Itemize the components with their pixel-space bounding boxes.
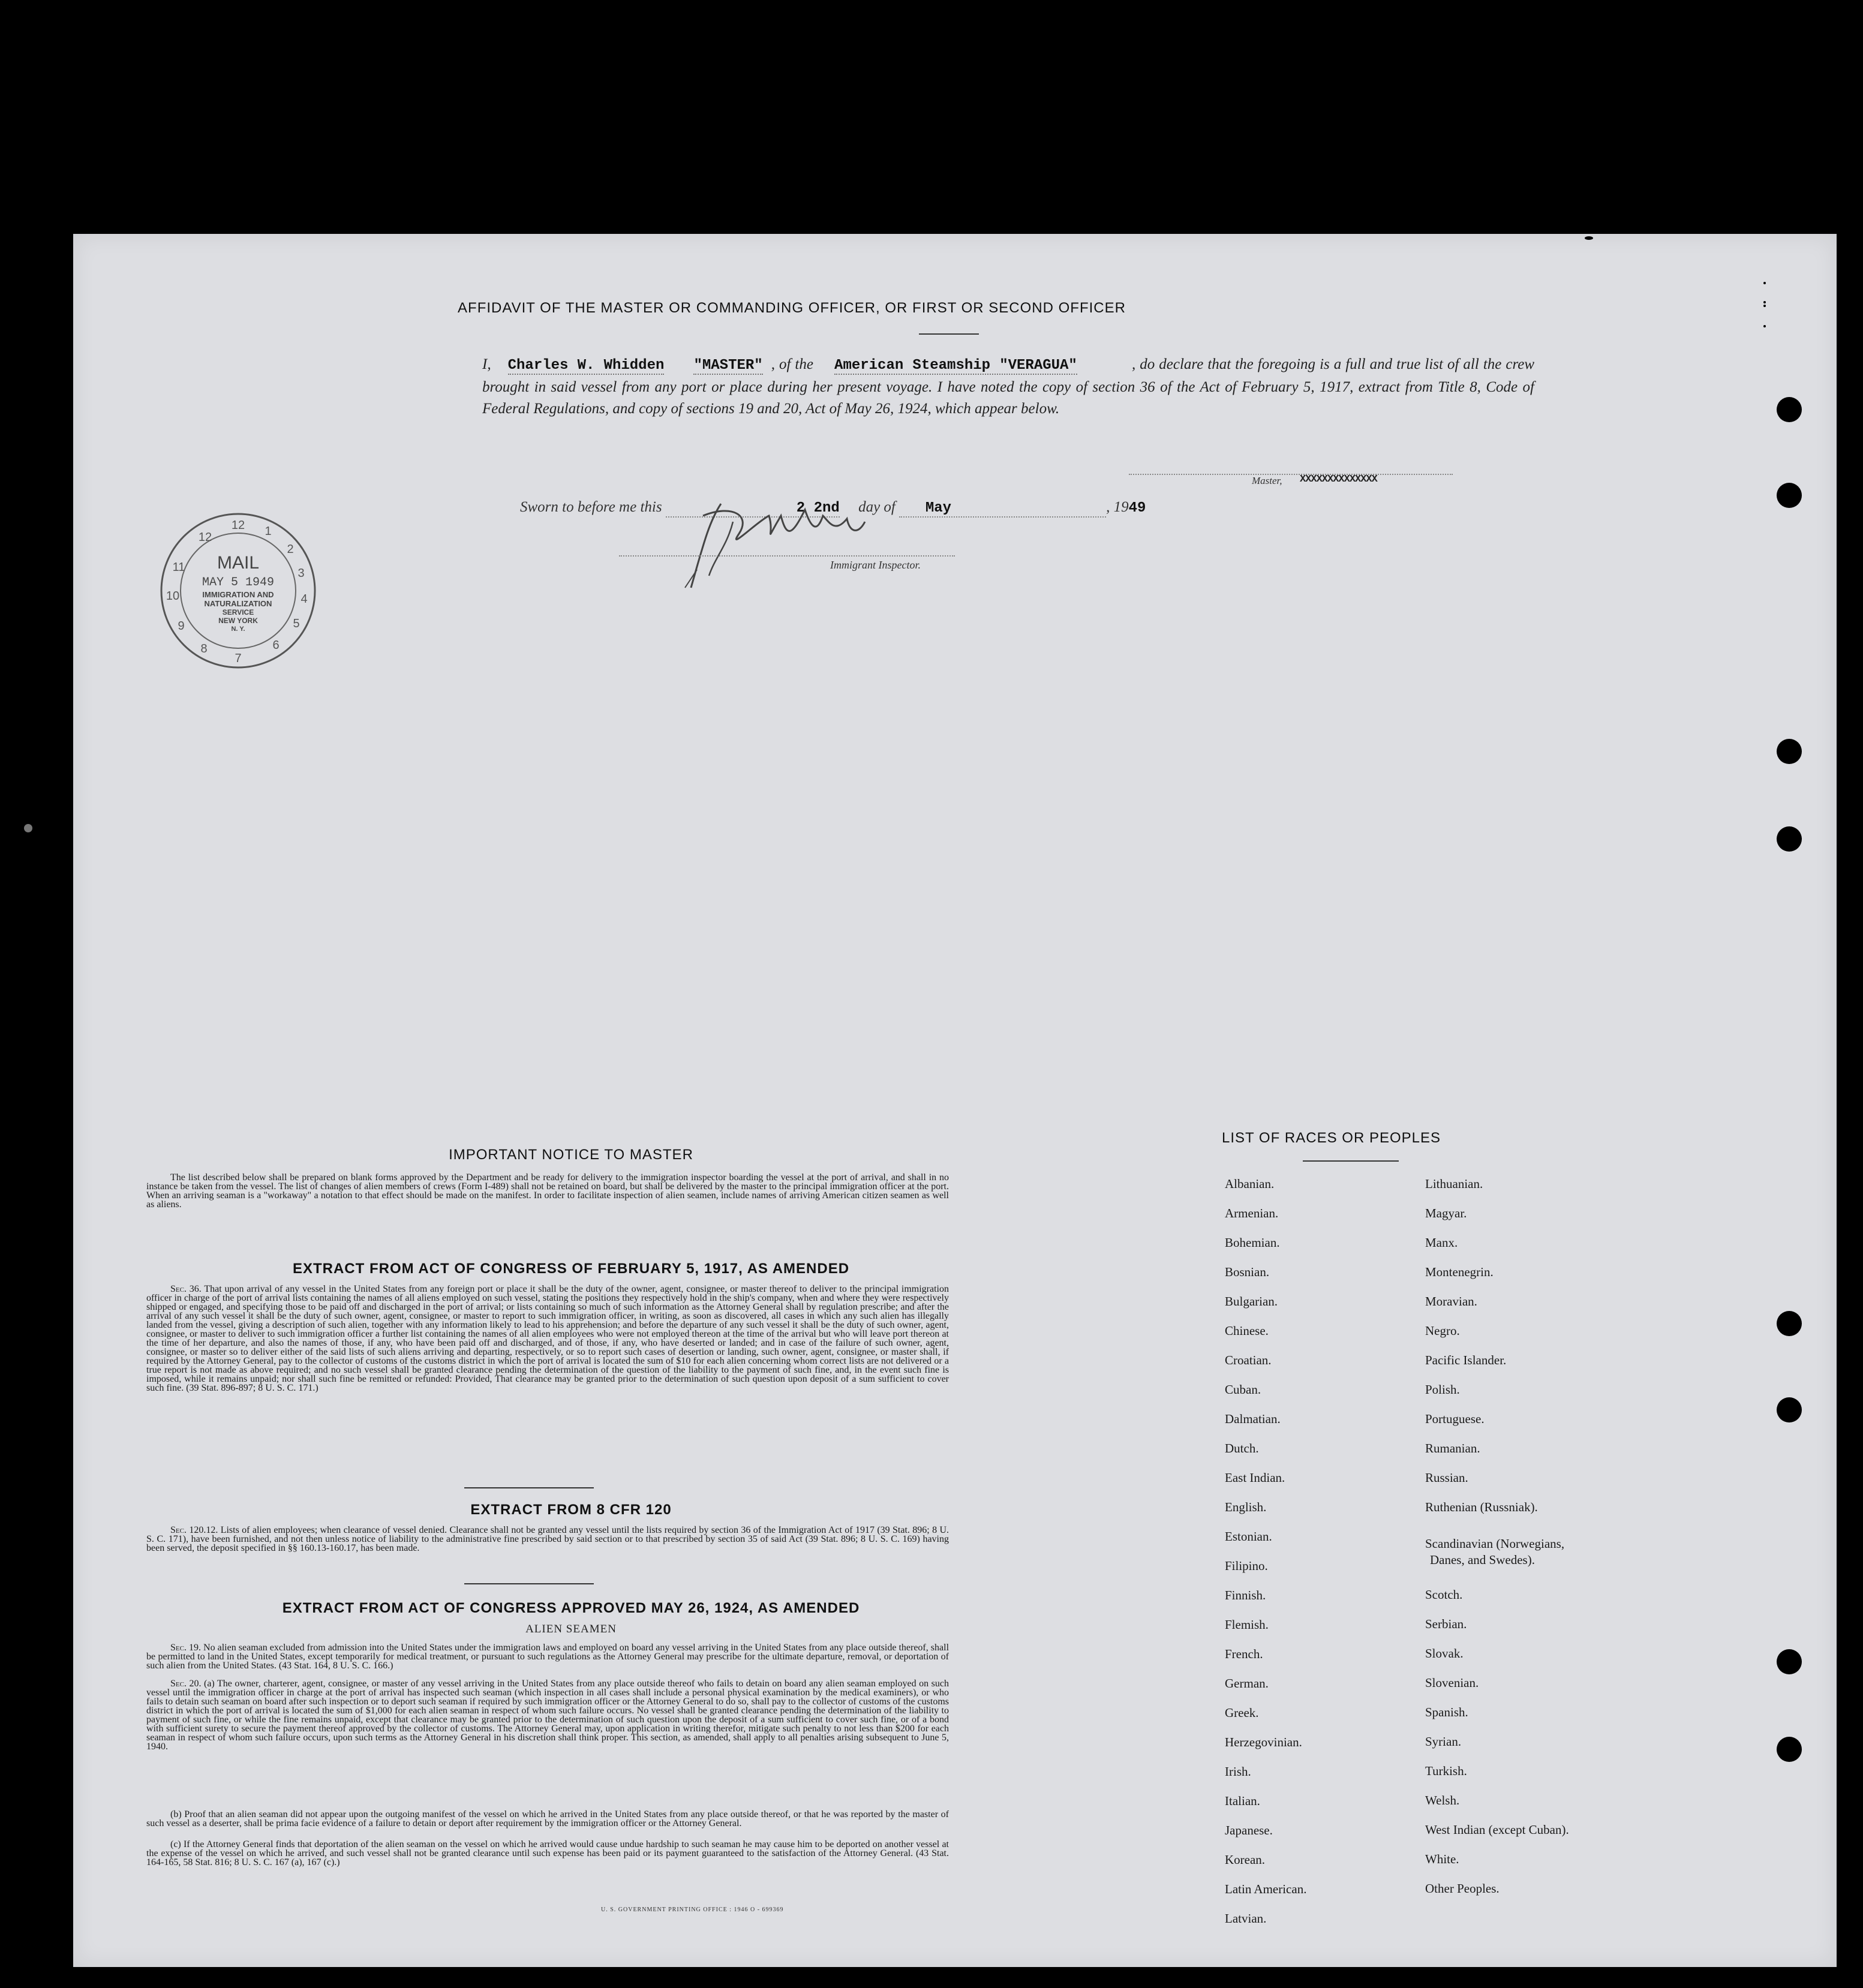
scan-speck: [1763, 301, 1766, 303]
extract3-sec20c: (c) If the Attorney General finds that deportation of the alien seaman on the vessel on which he arrived would cause undue hardship to such seaman he may cause him to be deported on another vessel at the expense of the vessel on which he arrived, and such vessel shall not be granted clearance until such expense has been paid or its payment guaranteed to the satisfaction of the Attorney General. (43 Stat. 164-165, 58 Stat. 816; 8 U. S. C. 167 (a), 167 (c).): [146, 1839, 949, 1867]
extract1-sec: Sec. 36.: [170, 1284, 202, 1294]
extract3-sec20-label: Sec. 20.: [170, 1679, 202, 1689]
race-item: Danes, and Swedes).: [1430, 1553, 1535, 1567]
stamp-line4: NATURALIZATION: [204, 599, 272, 608]
declaration-of-the: , of the: [771, 356, 813, 372]
section-rule: [464, 1583, 594, 1584]
printing-office-footer: U. S. GOVERNMENT PRINTING OFFICE : 1946 O - 699369: [601, 1906, 784, 1913]
race-item: Dutch.: [1225, 1441, 1259, 1455]
punch-hole: [1777, 397, 1802, 422]
race-item: German.: [1225, 1676, 1269, 1691]
title-rule: [919, 333, 979, 335]
sworn-month: May: [925, 500, 952, 516]
extract3-sec20a: [146, 1679, 949, 1751]
extract2-title: EXTRACT FROM 8 CFR 120: [470, 1502, 672, 1518]
svg-text:7: 7: [235, 652, 242, 665]
race-item: Scotch.: [1425, 1587, 1463, 1602]
declaration-do-declare: , do declare: [1131, 356, 1204, 372]
declaration-body: that the foregoing is a full and true list of all the crew brought in said vessel from any port or place during her present voyage. I have noted the copy of section 36 of the Act of February 5, 1917, extract from Title 8, Code of Federal Regulations, and copy of sections 19 and 20, Act of May 26, 1924, which appear below.: [482, 356, 1535, 417]
race-item: Latin American.: [1225, 1882, 1307, 1896]
vessel-name: American Steamship "VERAGUA": [834, 357, 1077, 374]
master-name: Charles W. Whidden: [507, 357, 665, 374]
extract3-sec20b: (b) Proof that an alien seaman did not appear upon the outgoing manifest of the vessel on which he arrived in the United States from any place outside thereof, or that he was reported by the master of such vessel as a deserter, shall be prima facie evidence of a failure to detain or deport after requirement by the immigration officer or the Attorney General.: [146, 1809, 949, 1828]
race-item: Cuban.: [1225, 1382, 1261, 1397]
race-item: Moravian.: [1425, 1294, 1477, 1309]
svg-text:10: 10: [166, 590, 180, 603]
affidavit-title: AFFIDAVIT OF THE MASTER OR COMMANDING OFFICER, OR FIRST OR SECOND OFFICER: [458, 300, 1126, 316]
declaration-i: I,: [482, 356, 491, 372]
punch-hole: [1777, 826, 1802, 852]
race-item: English.: [1225, 1500, 1267, 1514]
stamp-line1: MAIL: [217, 553, 260, 573]
scan-speck: [1763, 325, 1766, 327]
extract2-text: Lists of alien employees; when clearance of vessel denied. Clearance shall not be granted any vessel until the lists required by section 36 of the Immigration Act of 1917 (39 Stat. 896; 8 U. S. C. 171), have been furnished, and not then unless notice of liability to the administrative fine prescribed by said section or to that prescribed by section 35 of said Act (39 Stat. 896; 8 U. S. C. 169) having been served, the deposit specified in §§ 160.13-160.17, has been made.: [146, 1525, 949, 1553]
notice-text: The list described below shall be prepared on blank forms approved by the Department and be ready for delivery to the immigration inspector boarding the vessel at the port of arrival, and shall in no instance be taken from the vessel. The list of changes of alien members of crews (Form I-489) shall not be retained on board, but shall be delivered by the master to the principal immigration officer at the port. When an arriving seaman is a "workaway" a notation to that effect should be made on the manifest. In order to facilitate inspection of alien seamen, include names of arriving American citizen seamen as well as aliens.: [146, 1172, 949, 1210]
master-signature-line: [1129, 474, 1453, 475]
race-item: Croatian.: [1225, 1353, 1272, 1367]
race-item: Slovenian.: [1425, 1676, 1479, 1690]
sworn-year-prefix: , 19: [1106, 499, 1129, 515]
sworn-year: 49: [1128, 500, 1146, 516]
race-item: Armenian.: [1225, 1206, 1279, 1220]
race-item: Japanese.: [1225, 1823, 1273, 1837]
sworn-prefix: Sworn to before me this: [520, 499, 662, 515]
punch-hole: [1777, 1649, 1802, 1674]
race-item: Spanish.: [1425, 1705, 1468, 1719]
race-item: Magyar.: [1425, 1206, 1467, 1220]
punch-hole: [1777, 483, 1802, 508]
scan-speck: [1763, 282, 1766, 284]
race-item: Bohemian.: [1225, 1235, 1280, 1250]
race-item: Italian.: [1225, 1794, 1260, 1808]
extract3-subtitle: ALIEN SEAMEN: [525, 1623, 617, 1635]
races-title: LIST OF RACES OR PEOPLES: [1222, 1130, 1441, 1146]
race-item: Latvian.: [1225, 1911, 1267, 1926]
race-item: Manx.: [1425, 1235, 1458, 1250]
race-item: Polish.: [1425, 1382, 1460, 1397]
inspector-signature: [667, 498, 919, 594]
svg-text:12: 12: [231, 519, 245, 532]
sworn-day: 2 2nd: [796, 500, 840, 516]
extract2-sec: Sec. 120.12.: [170, 1525, 218, 1535]
sworn-day-of: day of: [858, 499, 896, 515]
race-item: Portuguese.: [1425, 1412, 1485, 1426]
extract3-sec19-text: No alien seaman excluded from admission into the United States under the immigration laws and employed on board any vessel arriving in the United States from any place outside thereof, shall be permitted to land in the United States, except temporarily for medical treatment, or pursuant to such regulations as the Attorney General may prescribe for the ultimate departure, removal, or deportation of such alien from the United States. (43 Stat. 164, 8 U. S. C. 166.): [146, 1643, 949, 1671]
svg-text:9: 9: [178, 619, 185, 633]
race-item: Korean.: [1225, 1852, 1266, 1867]
svg-text:2: 2: [287, 543, 294, 556]
race-item: French.: [1225, 1647, 1263, 1661]
race-item: Montenegrin.: [1425, 1265, 1494, 1279]
svg-text:6: 6: [272, 639, 280, 652]
race-item: Serbian.: [1425, 1617, 1467, 1631]
extract3-title: EXTRACT FROM ACT OF CONGRESS APPROVED MAY 26, 1924, AS AMENDED: [282, 1600, 860, 1616]
svg-text:12: 12: [198, 531, 212, 544]
stamp-line3: IMMIGRATION AND: [202, 590, 274, 599]
svg-text:4: 4: [301, 593, 308, 606]
inspector-signature-line: [619, 555, 955, 557]
punch-hole: [1777, 1397, 1802, 1422]
race-item: Dalmatian.: [1225, 1412, 1281, 1426]
race-item: Slovak.: [1425, 1646, 1464, 1661]
race-item: Bulgarian.: [1225, 1294, 1278, 1309]
scan-speck: [1763, 305, 1766, 307]
margin-speck: [24, 824, 32, 832]
extract1-text: That upon arrival of any vessel in the United States from any foreign port or place it shall be the duty of the owner, agent, consignee, or master thereof to deliver to the principal immigration officer in charge of the port of arrival lists containing the names of all aliens employed on such vessel, stating the positions they respectively hold in the ship's company, when and where they were respectively shipped or engaged, and specifying those to be paid off and discharged in the port of arrival; or lists containing so much of such information as the Attorney General shall by regulation prescribe; and after the arrival of any such vessel it shall be the duty of such owner, agent, consignee, or master to report to such immigration officer, in writing, as soon as discovered, all cases in which any such alien has illegally landed from the vessel, giving a description of such alien, together with any information likely to lead to his apprehension; and before the departure of any such vessel it shall be the duty of such owner, agent, consignee, or master to deliver to such immigration officer a further list containing the names of all alien employees who were not employed thereon at the time of the arrival but who will leave port thereon at the time of her departure, and also the names of those, if any, who have been paid off and discharged, and of those, if any, who have deserted or landed; and in case of the failure of such owner, agent, consignee, or master so to deliver either of the said lists of such aliens arriving and departing, respectively, or so to report such cases of desertion or landing, such owner, agent, consignee, or master shall, if required by the Attorney General, pay to the collector of customs of the customs district in which the port of arrival is located the sum of $10 for each alien concerning whom correct lists are not delivered or a true report is not made as above required; and no such vessel shall be granted clearance pending the determination of the question of the liability to the payment of such fine, and, in the event such fine is imposed, while it remains unpaid; nor shall such fine be remitted or refunded: Provided, That clearance may be granted prior to the determination of such question upon deposit of a sum sufficient to cover such fine. (39 Stat. 896-897; 8 U. S. C. 171.): [146, 1284, 949, 1393]
svg-text:8: 8: [200, 642, 208, 655]
section-rule: [464, 1487, 594, 1488]
race-item: Chinese.: [1225, 1324, 1269, 1338]
stamp-line2: MAY 5 1949: [202, 576, 275, 590]
punch-hole: [1777, 1737, 1802, 1762]
stamp-line5: SERVICE: [222, 608, 254, 616]
stamp-line7: N. Y.: [231, 625, 245, 633]
affidavit-declaration: [482, 354, 1534, 420]
races-title-rule: [1303, 1160, 1399, 1162]
extract3-sec19: [146, 1643, 949, 1670]
extract1-body: [146, 1285, 949, 1392]
mail-received-stamp: [157, 510, 319, 672]
race-item: Scandinavian (Norwegians,: [1425, 1536, 1565, 1551]
race-item: Filipino.: [1225, 1559, 1268, 1573]
extract3-sec19-label: Sec. 19.: [170, 1643, 201, 1653]
race-item: Lithuanian.: [1425, 1177, 1483, 1191]
race-item: Pacific Islander.: [1425, 1353, 1507, 1367]
race-item: Irish.: [1225, 1764, 1251, 1779]
scan-speck: [53, 510, 55, 512]
race-item: Rumanian.: [1425, 1441, 1480, 1455]
notice-title: IMPORTANT NOTICE TO MASTER: [449, 1147, 693, 1163]
race-item: Negro.: [1425, 1324, 1460, 1338]
race-item: Finnish.: [1225, 1588, 1266, 1602]
extract2-body: [146, 1526, 949, 1553]
document-page: [73, 234, 1837, 1967]
punch-hole: [1777, 1311, 1802, 1336]
race-item: Bosnian.: [1225, 1265, 1270, 1279]
race-item: Albanian.: [1225, 1177, 1275, 1191]
svg-text:11: 11: [172, 561, 185, 574]
race-item: Other Peoples.: [1425, 1881, 1500, 1896]
svg-text:5: 5: [293, 617, 300, 630]
stamp-line6: NEW YORK: [218, 616, 258, 625]
extract1-title: EXTRACT FROM ACT OF CONGRESS OF FEBRUARY 5, 1917, AS AMENDED: [292, 1261, 850, 1277]
extract3-sec20a-text: (a) The owner, charterer, agent, consignee, or master of any vessel arriving in the United States from any place outside thereof who fails to detain on board any alien seaman employed on such vessel until the immigration officer in charge at the port of arrival has inspected such seaman (which inspection in all cases shall include a personal physical examination by the medical examiners), or who fails to detain such seaman on board after such inspection or to deport such seaman if required by such immigration officer or the Attorney General to do so, shall pay to the collector of customs of the customs district in which the port of arrival is located the sum of $1,000 for each alien seaman in respect of whom such failure occurs. No vessel shall be granted clearance pending the determination of the liability to payment of such fine, or while the fine remains unpaid, except that clearance may be granted prior to the determination of such question upon the deposit of a sum sufficient to cover such fine, or of a bond with sufficient surety to secure the payment thereof approved by the collector of customs. The Attorney General may, upon application in writing therefor, mitigate such penalty to not less than $200 for each seaman in respect of whom such failure occurs, upon such terms as the Attorney General in his discretion shall think proper. This section, as amended, shall apply to all penalties arising subsequent to June 5, 1940.: [146, 1679, 949, 1752]
inspector-label: Immigrant Inspector.: [830, 559, 921, 571]
svg-text:3: 3: [298, 567, 305, 580]
race-item: Ruthenian (Russniak).: [1425, 1500, 1538, 1514]
race-item: Russian.: [1425, 1470, 1468, 1485]
svg-text:1: 1: [265, 525, 272, 538]
master-rank: "MASTER": [693, 357, 763, 374]
struck-out-text: XXXXXXXXXXXXXX: [1300, 474, 1377, 485]
race-item: Turkish.: [1425, 1764, 1467, 1778]
race-item: West Indian (except Cuban).: [1425, 1822, 1569, 1837]
race-item: East Indian.: [1225, 1470, 1285, 1485]
race-item: Syrian.: [1425, 1734, 1462, 1749]
race-item: White.: [1425, 1852, 1459, 1866]
race-item: Welsh.: [1425, 1793, 1460, 1807]
race-item: Estonian.: [1225, 1529, 1272, 1544]
race-item: Flemish.: [1225, 1617, 1269, 1632]
master-label: Master,: [1252, 475, 1282, 486]
scan-speck: [1585, 236, 1593, 240]
punch-hole: [1777, 739, 1802, 764]
race-item: Herzegovinian.: [1225, 1735, 1302, 1749]
race-item: Greek.: [1225, 1706, 1259, 1720]
